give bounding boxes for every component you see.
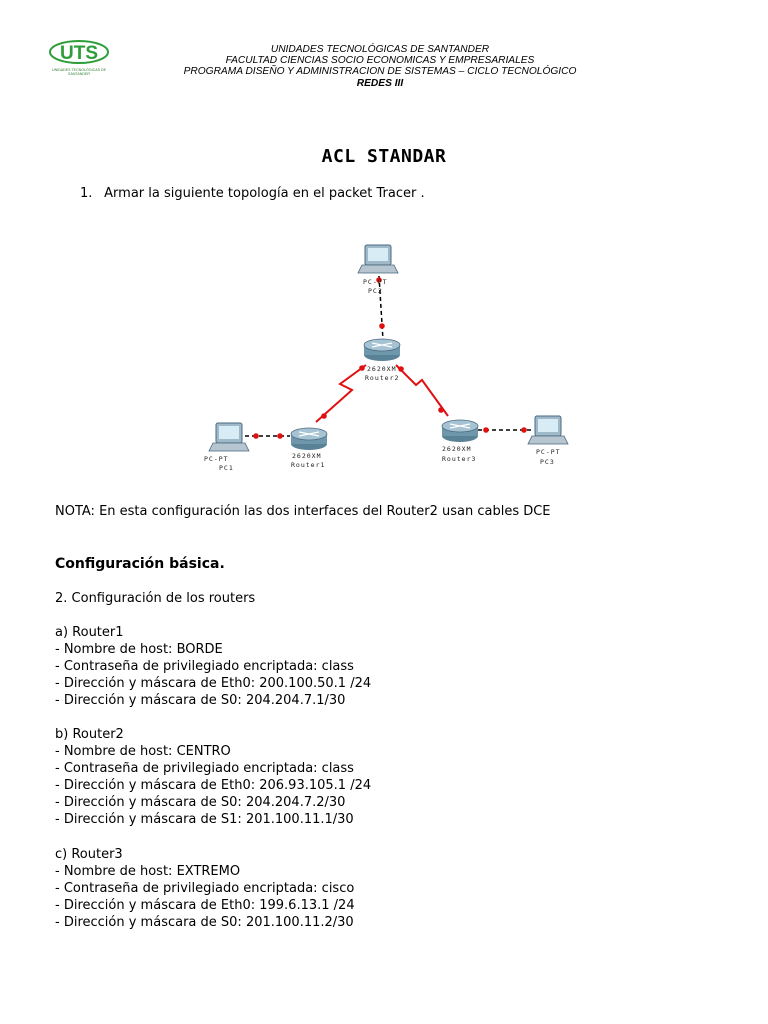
router3-eth0: - Dirección y máscara de Eth0: 199.6.13.1 /24 — [55, 898, 355, 913]
router1-config — [55, 624, 371, 709]
router2-eth0: - Dirección y máscara de Eth0: 206.93.105.1 /24 — [55, 778, 372, 793]
step-2 — [55, 590, 255, 607]
pc3-name-label: PC3 — [540, 458, 555, 466]
router2-name-label: Router2 — [365, 374, 400, 382]
router2-icon — [364, 339, 400, 361]
port-router1-s0 — [321, 413, 327, 419]
router1-s0: - Dirección y máscara de S0: 204.204.7.1/30 — [55, 693, 346, 708]
port-pc3 — [521, 427, 527, 433]
router3-heading: c) Router3 — [55, 847, 123, 862]
router1-hostname: - Nombre de host: BORDE — [55, 642, 223, 657]
router3-name-label: Router3 — [442, 455, 477, 463]
step-2-text: 2. Configuración de los routers — [55, 591, 256, 606]
network-topology-diagram — [190, 232, 590, 477]
section-title: Configuración básica. — [55, 556, 225, 572]
router1-heading: a) Router1 — [55, 625, 124, 640]
router2-model-label: 2620XM — [367, 365, 397, 373]
step-1 — [80, 186, 425, 201]
port-router2-s0 — [359, 365, 365, 371]
header-faculty: FACULTAD CIENCIAS SOCIO ECONOMICAS Y EMPRESARIALES — [225, 55, 535, 67]
port-router1-eth — [277, 433, 283, 439]
header-course: REDES III — [356, 77, 404, 89]
router1-eth0: - Dirección y máscara de Eth0: 200.100.50.1 /24 — [55, 676, 372, 691]
router3-password: - Contraseña de privilegiado encriptada: cisco — [55, 881, 355, 896]
pc1-model-label: PC-PT — [204, 455, 229, 463]
router2-config — [55, 726, 371, 828]
router2-heading: b) Router2 — [55, 727, 124, 742]
step-1-text: Armar la siguiente topología en el packet Tracer . — [104, 186, 425, 201]
pc1-icon — [209, 423, 249, 451]
router3-s0: - Dirección y máscara de S0: 201.100.11.2/30 — [55, 915, 354, 930]
router2-hostname: - Nombre de host: CENTRO — [55, 744, 231, 759]
pc2-name-label: PC2 — [368, 287, 383, 295]
pc1-name-label: PC1 — [219, 464, 234, 472]
router1-name-label: Router1 — [291, 461, 326, 469]
pc3-model-label: PC-PT — [536, 448, 561, 456]
header-institution: UNIDADES TECNOLÓGICAS DE SANTANDER — [270, 44, 490, 55]
step-1-number: 1. — [80, 186, 93, 201]
router2-s0: - Dirección y máscara de S0: 204.204.7.2/30 — [55, 795, 346, 810]
logo-caption: UNIDADES TECNOLÓGICAS DE SANTANDER — [51, 68, 107, 77]
router3-icon — [442, 420, 478, 442]
router2-password: - Contraseña de privilegiado encriptada: class — [55, 761, 354, 776]
router3-model-label: 2620XM — [442, 445, 472, 453]
nota-text: NOTA: En esta configuración las dos interfaces del Router2 usan cables DCE — [55, 504, 551, 519]
router3-hostname: - Nombre de host: EXTREMO — [55, 864, 241, 879]
router2-s1: - Dirección y máscara de S1: 201.100.11.1/30 — [55, 812, 354, 827]
port-router3-s0 — [438, 407, 444, 413]
router1-password: - Contraseña de privilegiado encriptada: class — [55, 659, 354, 674]
port-router3-eth — [483, 427, 489, 433]
router1-model-label: 2620XM — [292, 452, 322, 460]
svg-text:UTS: UTS — [60, 43, 98, 64]
router1-icon — [291, 428, 327, 450]
header-program: PROGRAMA DISEÑO Y ADMINISTRACION DE SISTEMAS – CICLO TECNOLÓGICO — [183, 66, 577, 78]
pc2-model-label: PC-PT — [363, 278, 388, 286]
port-router2-s1 — [398, 366, 404, 372]
port-pc1 — [253, 433, 259, 439]
port-router2-eth — [379, 323, 385, 329]
router3-config — [55, 846, 355, 931]
pc2-icon — [358, 245, 398, 273]
document-title: ACL STANDAR — [321, 146, 447, 167]
document-header — [160, 44, 600, 89]
